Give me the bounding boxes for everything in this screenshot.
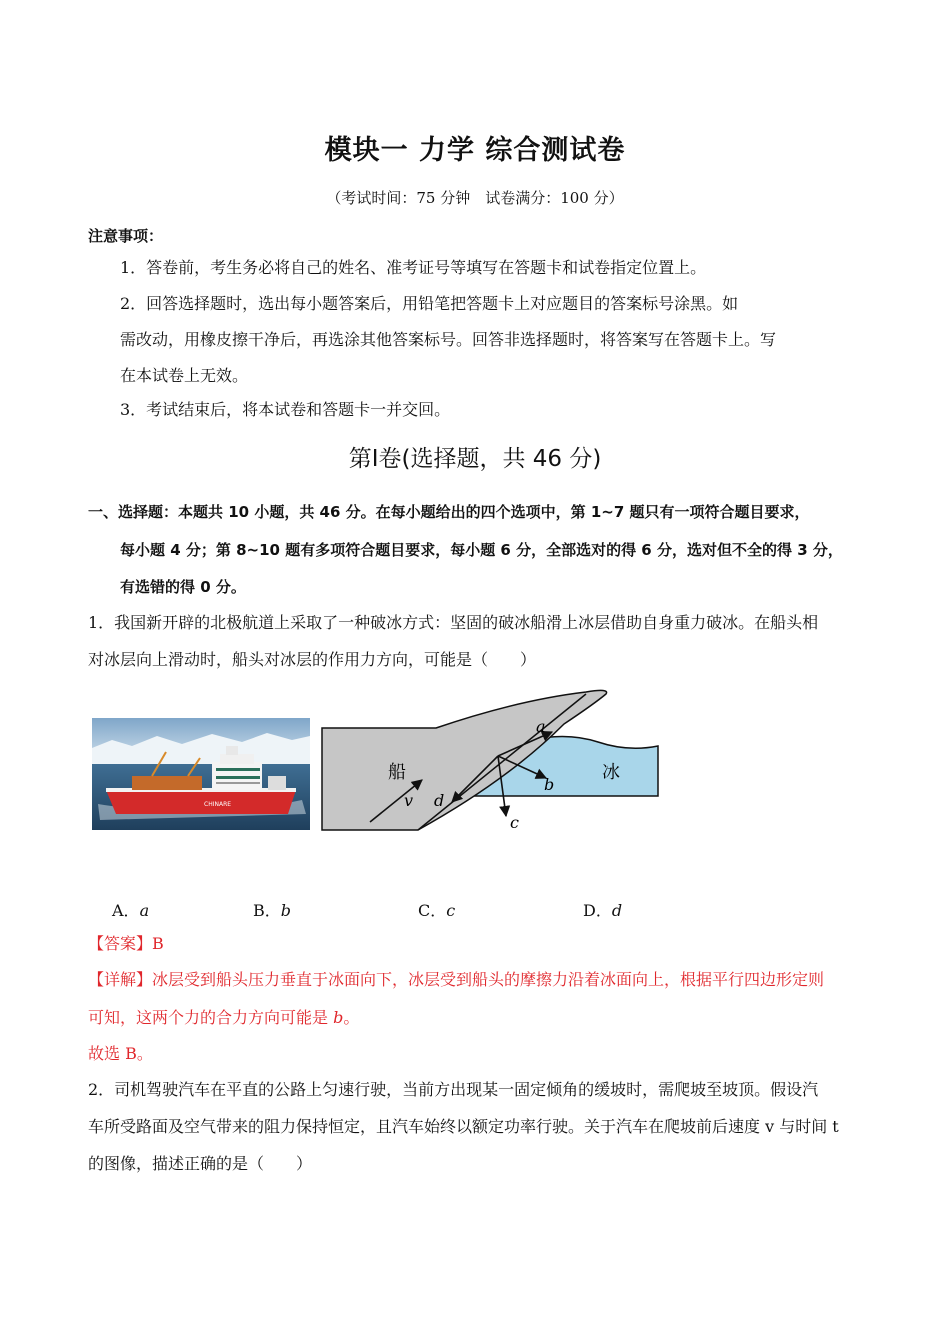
option-c[interactable]	[418, 898, 455, 921]
explanation-text: 。	[343, 1008, 360, 1027]
explanation-variable: b	[333, 1008, 344, 1027]
section-title: 第Ⅰ卷(选择题，共 46 分)	[348, 446, 602, 472]
question-1-text: 1．我国新开辟的北极航道上采取了一种破冰方式：坚固的破冰船滑上冰层借助自身重力破冰。在船头相	[88, 613, 819, 632]
option-d[interactable]	[583, 898, 622, 921]
question-2-text: 车所受路面及空气带来的阻力保持恒定，且汽车始终以额定功率行驶。关于汽车在爬坡前后速度 v 与时间 t	[88, 1117, 839, 1136]
option-letter: A．	[112, 901, 140, 920]
arrow-c-label: c	[510, 813, 519, 832]
part-instructions: 每小题 4 分；第 8~10 题有多项符合题目要求，每小题 6 分，全部选对的得 6 分，选对但不全的得 3 分，	[120, 541, 843, 559]
notice-item: 在本试卷上无效。	[120, 366, 249, 385]
part-instructions: 有选错的得 0 分。	[120, 578, 246, 596]
option-value: b	[280, 901, 292, 920]
explanation-text: 冰层受到船头压力垂直于冰面向下，冰层受到船头的摩擦力沿着冰面向上，根据平行四边形定则	[152, 970, 825, 989]
option-b[interactable]	[253, 898, 291, 921]
notice-heading: 注意事项：	[88, 227, 164, 245]
option-value: a	[139, 901, 150, 920]
page-title: 模块一 力学 综合测试卷	[324, 135, 626, 166]
answer-value: B	[152, 934, 164, 953]
notice-item: 需改动，用橡皮擦干净后，再选涂其他答案标号。回答非选择题时，将答案写在答题卡上。写	[120, 330, 777, 349]
option-value: d	[611, 901, 623, 920]
explanation-text: 可知，这两个力的合力方向可能是	[88, 1008, 334, 1027]
option-value: c	[446, 901, 456, 920]
ice-label: 冰	[602, 762, 620, 783]
explanation-line	[88, 970, 824, 990]
arrow-b-label: b	[544, 775, 555, 794]
question-1-text: 对冰层向上滑动时，船头对冰层的作用力方向，可能是（ ）	[88, 650, 537, 669]
velocity-label: v	[404, 791, 414, 810]
notice-item: 3．考试结束后，将本试卷和答题卡一并交回。	[120, 400, 451, 419]
option-letter: D．	[583, 901, 612, 920]
answer-tag: 【答案】	[88, 934, 153, 953]
ship-label: 船	[388, 762, 406, 783]
explanation-tag: 【详解】	[88, 970, 153, 989]
conclusion-line: 故选 B。	[88, 1044, 153, 1063]
arrow-d-label: d	[434, 791, 445, 810]
part-instructions: 一、选择题：本题共 10 小题，共 46 分。在每小题给出的四个选项中，第 1~7 题只有一项符合题目要求，	[88, 503, 810, 521]
option-a[interactable]	[112, 898, 149, 921]
option-letter: B．	[253, 901, 281, 920]
answer-line	[88, 934, 164, 954]
ship-name-text: CHINARE	[204, 801, 232, 808]
icebreaker-photo	[92, 718, 310, 830]
option-letter: C．	[418, 901, 447, 920]
force-diagram	[318, 680, 664, 840]
question-2-text: 的图像，描述正确的是（ ）	[88, 1154, 313, 1173]
notice-item: 1．答卷前，考生务必将自己的姓名、准考证号等填写在答题卡和试卷指定位置上。	[120, 258, 707, 277]
notice-item: 2．回答选择题时，选出每小题答案后，用铅笔把答题卡上对应题目的答案标号涂黑。如	[120, 294, 739, 313]
question-2-text: 2．司机驾驶汽车在平直的公路上匀速行驶，当前方出现某一固定倾角的缓坡时，需爬坡至坡顶。假设汽	[88, 1080, 819, 1099]
arrow-a-label: a	[536, 717, 546, 736]
exam-info: （考试时间：75 分钟 试卷满分：100 分）	[326, 189, 624, 207]
explanation-line	[88, 1008, 359, 1028]
